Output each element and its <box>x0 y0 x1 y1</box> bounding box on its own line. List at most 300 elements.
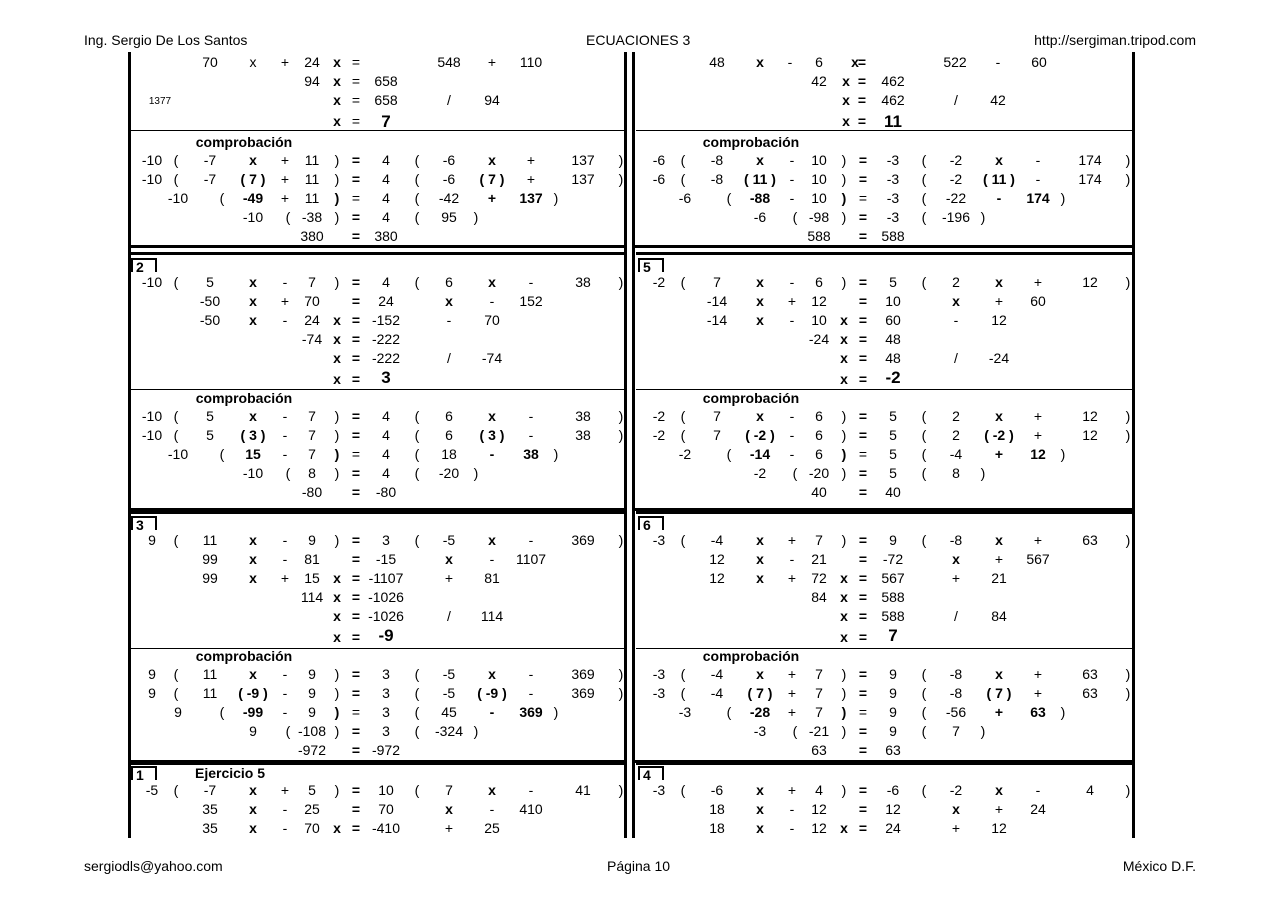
equation-cell: 369 <box>571 532 595 548</box>
solve-cell: - <box>787 54 793 70</box>
check-cell: 4 <box>382 427 390 443</box>
solve-cell: 72 <box>811 570 827 586</box>
check-cell: ( <box>921 723 927 739</box>
solve-cell: x <box>840 629 848 645</box>
solve-cell: -24 <box>988 350 1010 366</box>
check-cell: 9 <box>174 704 182 720</box>
equation-cell: 9 <box>308 532 316 548</box>
equation-cell: x <box>995 782 1003 798</box>
solve-cell: 94 <box>304 73 320 89</box>
solve-result: -2 <box>885 368 901 387</box>
check-cell: -6 <box>753 209 767 225</box>
check-cell: ( <box>414 446 420 462</box>
check-cell: -21 <box>808 723 830 739</box>
check-cell: - <box>996 190 1002 206</box>
equation-cell: ( <box>173 782 179 798</box>
check-cell: 11 <box>202 685 218 701</box>
solve-cell: - <box>282 801 288 817</box>
check-cell: 5 <box>889 408 897 424</box>
check-cell: ) <box>841 152 847 168</box>
solve-cell: x <box>249 820 257 836</box>
check-cell: ( <box>921 427 927 443</box>
check-cell: + <box>280 152 290 168</box>
solve-cell: 60 <box>885 312 901 328</box>
check-cell: ) <box>1125 427 1131 443</box>
equation-cell: -5 <box>145 782 159 798</box>
exercise-number: 5 <box>638 258 664 272</box>
solve-cell: x <box>249 551 257 567</box>
solve-cell: + <box>994 551 1004 567</box>
solve-cell: = <box>858 629 868 645</box>
check-cell: 9 <box>889 685 897 701</box>
solve-cell: = <box>351 113 361 129</box>
check-cell: ( <box>173 171 179 187</box>
check-cell: -42 <box>438 190 460 206</box>
check-cell: ( <box>921 704 927 720</box>
check-cell: ( <box>285 723 291 739</box>
solve-cell: 84 <box>991 608 1007 624</box>
solve-cell: 48 <box>885 331 901 347</box>
equation-cell: -3 <box>652 532 666 548</box>
solve-cell: 567 <box>1026 551 1050 567</box>
check-cell: ) <box>618 408 624 424</box>
equation-cell: + <box>1033 532 1043 548</box>
solve-cell: / <box>447 350 451 366</box>
check-cell: ( <box>921 152 927 168</box>
check-cell: -6 <box>442 171 456 187</box>
check-label: comprobación <box>702 648 800 664</box>
equation-cell: ) <box>334 274 340 290</box>
equation-cell: x <box>249 532 257 548</box>
equation-cell: ) <box>841 782 847 798</box>
solve-cell: 11 <box>884 112 902 131</box>
check-cell: 174 <box>1026 190 1050 206</box>
check-cell: 10 <box>811 152 827 168</box>
check-cell: -98 <box>808 209 830 225</box>
check-cell: ( <box>414 685 420 701</box>
check-cell: ) <box>334 209 340 225</box>
equation-cell: 7 <box>815 532 823 548</box>
equation-cell: = <box>351 532 361 548</box>
solve-cell: = <box>351 589 361 605</box>
check-cell: 7 <box>308 427 316 443</box>
check-cell: ) <box>618 171 624 187</box>
check-cell: - <box>789 190 795 206</box>
solve-cell: x <box>333 820 341 836</box>
solve-cell: 12 <box>811 801 827 817</box>
check-cell: ) <box>618 152 624 168</box>
equation-cell: -5 <box>442 532 456 548</box>
equation-cell: ) <box>334 782 340 798</box>
equation-cell: 5 <box>889 274 897 290</box>
solve-cell: x <box>756 820 764 836</box>
check-cell: 588 <box>807 228 831 244</box>
check-cell: -7 <box>203 171 217 187</box>
solve-cell: 462 <box>881 92 905 108</box>
check-cell: = <box>351 171 361 187</box>
check-cell: = <box>351 465 361 481</box>
solve-cell: = <box>858 570 868 586</box>
check-cell: 6 <box>445 408 453 424</box>
solve-cell: = <box>858 589 868 605</box>
check-cell: 18 <box>441 446 457 462</box>
solve-cell: 25 <box>304 801 320 817</box>
equation-cell: - <box>789 274 795 290</box>
frame-border-left <box>128 52 131 838</box>
check-cell: 4 <box>382 446 390 462</box>
check-cell: 3 <box>382 704 390 720</box>
solve-cell: x <box>840 371 848 387</box>
check-cell: 3 <box>382 685 390 701</box>
check-cell: ) <box>553 446 559 462</box>
check-cell: 4 <box>382 171 390 187</box>
equation-cell: ( <box>173 532 179 548</box>
check-cell: 4 <box>382 209 390 225</box>
solve-cell: / <box>447 92 451 108</box>
solve-cell: -74 <box>301 331 323 347</box>
check-cell: + <box>994 446 1004 462</box>
equation-cell: ( <box>414 782 420 798</box>
solve-cell: -152 <box>371 312 401 328</box>
check-cell: ( <box>792 465 798 481</box>
equation-cell: 7 <box>308 274 316 290</box>
solve-result: -9 <box>378 626 394 645</box>
check-cell: 369 <box>519 704 543 720</box>
check-cell: = <box>351 427 361 443</box>
check-cell: - <box>789 446 795 462</box>
check-cell: ( <box>680 685 686 701</box>
check-cell: ( <box>726 190 732 206</box>
solve-cell: -72 <box>882 551 904 567</box>
check-cell: + <box>1033 685 1043 701</box>
check-cell: ) <box>841 427 847 443</box>
check-cell: - <box>528 685 534 701</box>
check-cell: ) <box>841 465 847 481</box>
solve-cell: -1026 <box>368 608 404 624</box>
check-cell: -2 <box>652 408 666 424</box>
check-cell: ) <box>1060 190 1066 206</box>
author-url[interactable]: http://sergiman.tripod.com <box>1034 32 1196 48</box>
check-cell: ( <box>921 408 927 424</box>
check-cell: 7 <box>308 446 316 462</box>
solve-cell: = <box>858 331 868 347</box>
equation-cell: 3 <box>382 532 390 548</box>
check-cell: -10 <box>141 171 163 187</box>
solve-cell: x <box>249 312 257 328</box>
solve-cell: x <box>952 551 960 567</box>
check-cell: ( <box>921 446 927 462</box>
check-cell: ( <box>414 209 420 225</box>
check-cell: ( <box>680 666 686 682</box>
equation-cell: 9 <box>148 532 156 548</box>
check-cell: ( 7 ) <box>747 685 773 701</box>
solve-cell: x <box>840 820 848 836</box>
solve-cell: x <box>333 331 341 347</box>
solve-cell: -14 <box>706 293 728 309</box>
check-cell: 38 <box>575 408 591 424</box>
check-cell: 10 <box>811 171 827 187</box>
check-cell: ) <box>473 723 479 739</box>
check-cell: 9 <box>148 666 156 682</box>
check-cell: = <box>351 209 361 225</box>
check-cell: -972 <box>297 742 327 758</box>
solve-cell: - <box>789 801 795 817</box>
check-cell: 4 <box>382 190 390 206</box>
solve-cell: x <box>840 570 848 586</box>
check-cell: = <box>351 742 361 758</box>
author-name: Ing. Sergio De Los Santos <box>84 32 248 48</box>
check-cell: x <box>488 152 496 168</box>
check-cell: ) <box>618 427 624 443</box>
equation-cell: ) <box>841 532 847 548</box>
check-cell: - <box>528 408 534 424</box>
solve-cell: = <box>858 293 868 309</box>
check-cell: x <box>995 152 1003 168</box>
panel-top-right-2 <box>636 762 1135 765</box>
equation-cell: x <box>488 532 496 548</box>
panel-top-right-1 <box>636 511 1135 514</box>
check-cell: ( <box>173 152 179 168</box>
solve-cell: 81 <box>304 551 320 567</box>
solve-cell: + <box>994 801 1004 817</box>
check-cell: ( -9 ) <box>238 685 268 701</box>
exercise-number: 1 <box>131 766 157 780</box>
equation-cell: ) <box>618 782 624 798</box>
equation-cell: 9 <box>889 532 897 548</box>
check-cell: -972 <box>371 742 401 758</box>
check-cell: 8 <box>952 465 960 481</box>
check-cell: ( -2 ) <box>984 427 1014 443</box>
check-cell: 7 <box>713 427 721 443</box>
panel-rule-left-top <box>128 245 627 248</box>
solve-cell: x <box>445 801 453 817</box>
solve-cell: -74 <box>481 350 503 366</box>
check-cell: 2 <box>952 408 960 424</box>
check-cell: - <box>282 427 288 443</box>
equation-cell: -3 <box>652 782 666 798</box>
check-cell: ( <box>414 427 420 443</box>
solve-cell: 10 <box>885 293 901 309</box>
check-cell: ( -2 ) <box>745 427 775 443</box>
check-cell: = <box>858 685 868 701</box>
check-cell: ( <box>921 685 927 701</box>
equation-cell: = <box>351 782 361 798</box>
check-cell: -49 <box>242 190 264 206</box>
check-cell: -2 <box>949 152 963 168</box>
check-cell: ( <box>414 465 420 481</box>
check-cell: x <box>249 408 257 424</box>
check-cell: ( <box>680 427 686 443</box>
check-cell: + <box>526 152 536 168</box>
solve-cell: x <box>840 608 848 624</box>
check-cell: 4 <box>382 152 390 168</box>
check-cell: ( <box>219 704 225 720</box>
solve-cell: 15 <box>304 570 320 586</box>
check-cell: ( <box>173 666 179 682</box>
check-label: comprobación <box>702 134 800 150</box>
solve-cell: 24 <box>1030 801 1046 817</box>
equation-cell: -6 <box>710 782 724 798</box>
solve-cell: x <box>842 73 850 89</box>
check-cell: -10 <box>141 427 163 443</box>
equation-cell: - <box>282 274 288 290</box>
check-cell: -2 <box>652 427 666 443</box>
equation-cell: 4 <box>815 782 823 798</box>
solve-cell: - <box>446 312 452 328</box>
check-cell: 10 <box>811 190 827 206</box>
solve-cell: x <box>333 54 341 70</box>
solve-cell: 60 <box>1031 54 1047 70</box>
check-cell: -8 <box>710 152 724 168</box>
equation-cell: x <box>995 532 1003 548</box>
check-cell: 7 <box>815 704 823 720</box>
check-cell: -3 <box>886 171 900 187</box>
solve-cell: = <box>351 350 361 366</box>
check-cell: 63 <box>811 742 827 758</box>
equation-cell: 4 <box>1086 782 1094 798</box>
check-cell: ) <box>841 704 847 720</box>
check-cell: ( <box>219 446 225 462</box>
check-cell: 137 <box>571 152 595 168</box>
check-cell: - <box>789 171 795 187</box>
solve-cell: 18 <box>709 801 725 817</box>
check-cell: 11 <box>304 190 320 206</box>
check-cell: = <box>858 484 868 500</box>
solve-cell: x <box>952 801 960 817</box>
solve-cell: 6 <box>815 54 823 70</box>
check-cell: ( 7 ) <box>240 171 266 187</box>
check-cell: 9 <box>889 723 897 739</box>
check-cell: x <box>756 408 764 424</box>
equation-cell: x <box>756 532 764 548</box>
panel-rule-right-top <box>632 245 1135 248</box>
check-cell: ) <box>334 666 340 682</box>
check-cell: ) <box>334 704 340 720</box>
equation-cell: - <box>282 532 288 548</box>
solve-result: 7 <box>888 626 898 645</box>
check-cell: - <box>1035 171 1041 187</box>
check-cell: = <box>858 152 868 168</box>
solve-cell: + <box>787 293 797 309</box>
equation-cell: - <box>528 782 534 798</box>
equation-cell: ( <box>921 782 927 798</box>
check-cell: = <box>351 484 361 500</box>
check-cell: -80 <box>301 484 323 500</box>
check-cell: 9 <box>889 666 897 682</box>
solve-cell: 12 <box>709 551 725 567</box>
solve-cell: = <box>351 801 361 817</box>
check-cell: ( <box>680 152 686 168</box>
check-cell: + <box>787 666 797 682</box>
solve-cell: -410 <box>371 820 401 836</box>
check-cell: 174 <box>1078 152 1102 168</box>
check-cell: -108 <box>297 723 327 739</box>
solve-cell: 12 <box>991 312 1007 328</box>
solve-cell: x <box>333 350 341 366</box>
check-cell: 6 <box>815 446 823 462</box>
solve-cell: x <box>333 92 341 108</box>
check-cell: ) <box>841 723 847 739</box>
check-cell: -3 <box>753 723 767 739</box>
check-cell: = <box>351 685 361 701</box>
panel-top-right-0 <box>636 252 1135 255</box>
check-cell: ) <box>841 446 847 462</box>
check-cell: -88 <box>749 190 771 206</box>
check-cell: -10 <box>242 465 264 481</box>
solve-cell: = <box>351 73 361 89</box>
solve-cell: x <box>333 113 341 129</box>
solve-cell: 12 <box>991 820 1007 836</box>
check-cell: = <box>351 408 361 424</box>
check-cell: ) <box>841 190 847 206</box>
solve-cell: 94 <box>484 92 500 108</box>
check-cell: 174 <box>1078 171 1102 187</box>
frame-border-right <box>1132 52 1135 838</box>
check-cell: -196 <box>941 209 971 225</box>
check-cell: ) <box>980 465 986 481</box>
check-cell: 380 <box>374 228 398 244</box>
check-cell: -5 <box>442 666 456 682</box>
solve-cell: 24 <box>304 312 320 328</box>
solve-cell: = <box>351 820 361 836</box>
exercise-number: 6 <box>638 516 664 530</box>
check-cell: 12 <box>1030 446 1046 462</box>
check-cell: = <box>858 408 868 424</box>
check-cell: = <box>351 228 361 244</box>
check-cell: = <box>351 152 361 168</box>
solve-cell: x <box>249 293 257 309</box>
solve-cell: - <box>953 312 959 328</box>
check-cell: -2 <box>753 465 767 481</box>
solve-cell: = <box>351 629 361 645</box>
check-cell: x <box>756 666 764 682</box>
solve-cell: x <box>333 589 341 605</box>
check-cell: 4 <box>382 408 390 424</box>
check-cell: - <box>489 704 495 720</box>
check-cell: + <box>1033 666 1043 682</box>
check-cell: -80 <box>375 484 397 500</box>
check-cell: = <box>858 209 868 225</box>
check-cell: ) <box>618 685 624 701</box>
solve-cell: - <box>489 551 495 567</box>
solve-cell: / <box>954 92 958 108</box>
equation-cell: -8 <box>949 532 963 548</box>
check-cell: -3 <box>886 209 900 225</box>
check-cell: ( <box>921 190 927 206</box>
equation-cell: x <box>488 782 496 798</box>
solve-cell: 99 <box>202 570 218 586</box>
equation-cell: 5 <box>308 782 316 798</box>
solve-cell: 410 <box>519 801 543 817</box>
check-cell: + <box>1033 427 1043 443</box>
check-cell: 63 <box>1082 666 1098 682</box>
equation-cell: 63 <box>1082 532 1098 548</box>
check-cell: 5 <box>889 427 897 443</box>
check-cell: ( 3 ) <box>240 427 266 443</box>
solve-cell: x <box>756 551 764 567</box>
check-cell: ) <box>841 209 847 225</box>
solve-cell: = <box>351 54 361 70</box>
footer-email[interactable]: sergiodls@yahoo.com <box>84 858 223 874</box>
check-cell: ( <box>414 666 420 682</box>
check-cell: -6 <box>652 152 666 168</box>
check-cell: 6 <box>815 408 823 424</box>
check-cell: + <box>1033 408 1043 424</box>
equation-cell: 2 <box>952 274 960 290</box>
solve-cell: + <box>280 570 290 586</box>
check-cell: ) <box>334 427 340 443</box>
check-cell: 2 <box>952 427 960 443</box>
